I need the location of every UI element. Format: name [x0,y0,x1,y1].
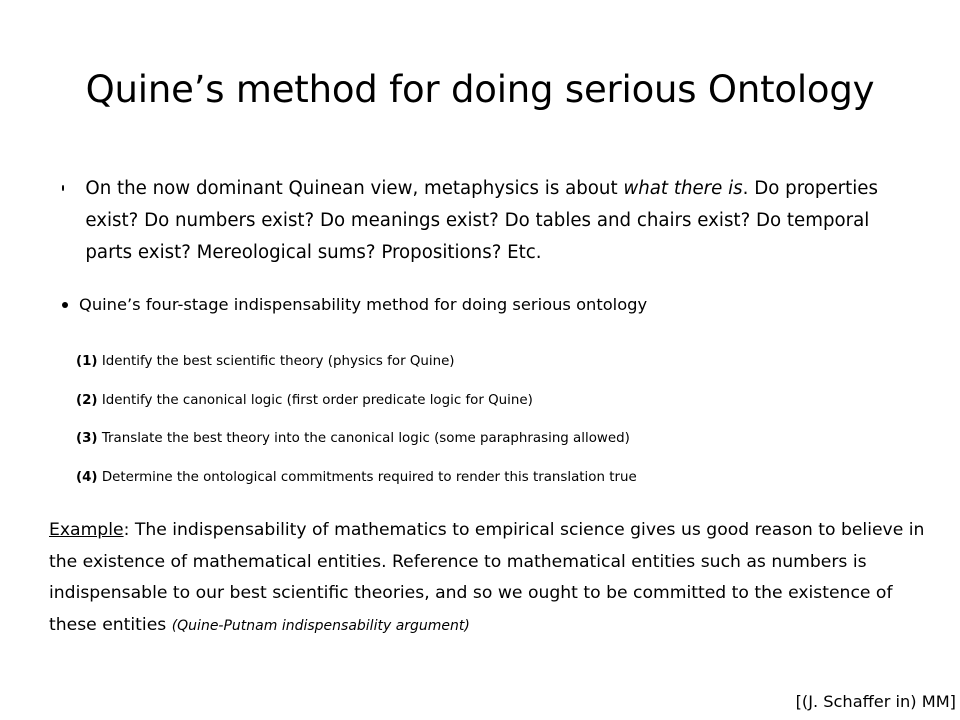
slide-title: Quine’s method for doing serious Ontology [85,68,875,111]
step-text: Identify the best scientific theory (physics for Quine) [97,354,455,369]
method-step [76,420,936,459]
bullet-quinean-view-text [85,173,892,269]
bullet-text-before: On the now dominant Quinean view, metaphysics is about [85,178,624,199]
slide-footer-attribution: [(J. Schaffer in) MM] [795,692,956,711]
step-text: Determine the ontological commitments required to render this translation true [97,469,637,485]
step-number: (2) [76,392,98,408]
example-citation: (Quine-Putnam indispensability argument) [171,617,470,634]
example-label: Example [49,520,124,540]
bullet-text-after: . Do properties exist? Do numbers exist? Do meanings exist? Do tables and chairs exist? Do temporal parts exist? Mereological sums? Propositions? Etc. [85,178,878,263]
method-step [76,459,936,498]
step-text: Translate the best theory into the canonical logic (some paraphrasing allowed) [97,431,630,446]
step-number: (4) [76,469,98,485]
bullet-dot-icon [62,185,64,191]
method-step [76,343,936,382]
bullet-quinean-view [62,173,892,269]
method-steps-list [76,343,936,497]
bullet-text-italic: what there is [623,178,743,199]
bullet-four-stage-method [62,291,892,319]
method-step [76,382,936,421]
step-number: (3) [76,431,98,446]
bullet-four-stage-method-text: Quine’s four-stage indispensability method for doing serious ontology [79,295,648,314]
step-text: Identify the canonical logic (first order predicate logic for Quine) [97,392,533,408]
bullet-dot-icon [62,302,68,308]
example-paragraph [49,515,939,642]
example-body: : The indispensability of mathematics to empirical science gives us good reason to believe in the existence of mathematical entities. Reference to mathematical entities such as numbers is indispensable to our best scientific theories, and so we ought to be committed to the existence of these entities [49,520,925,635]
step-number: (1) [76,354,98,369]
